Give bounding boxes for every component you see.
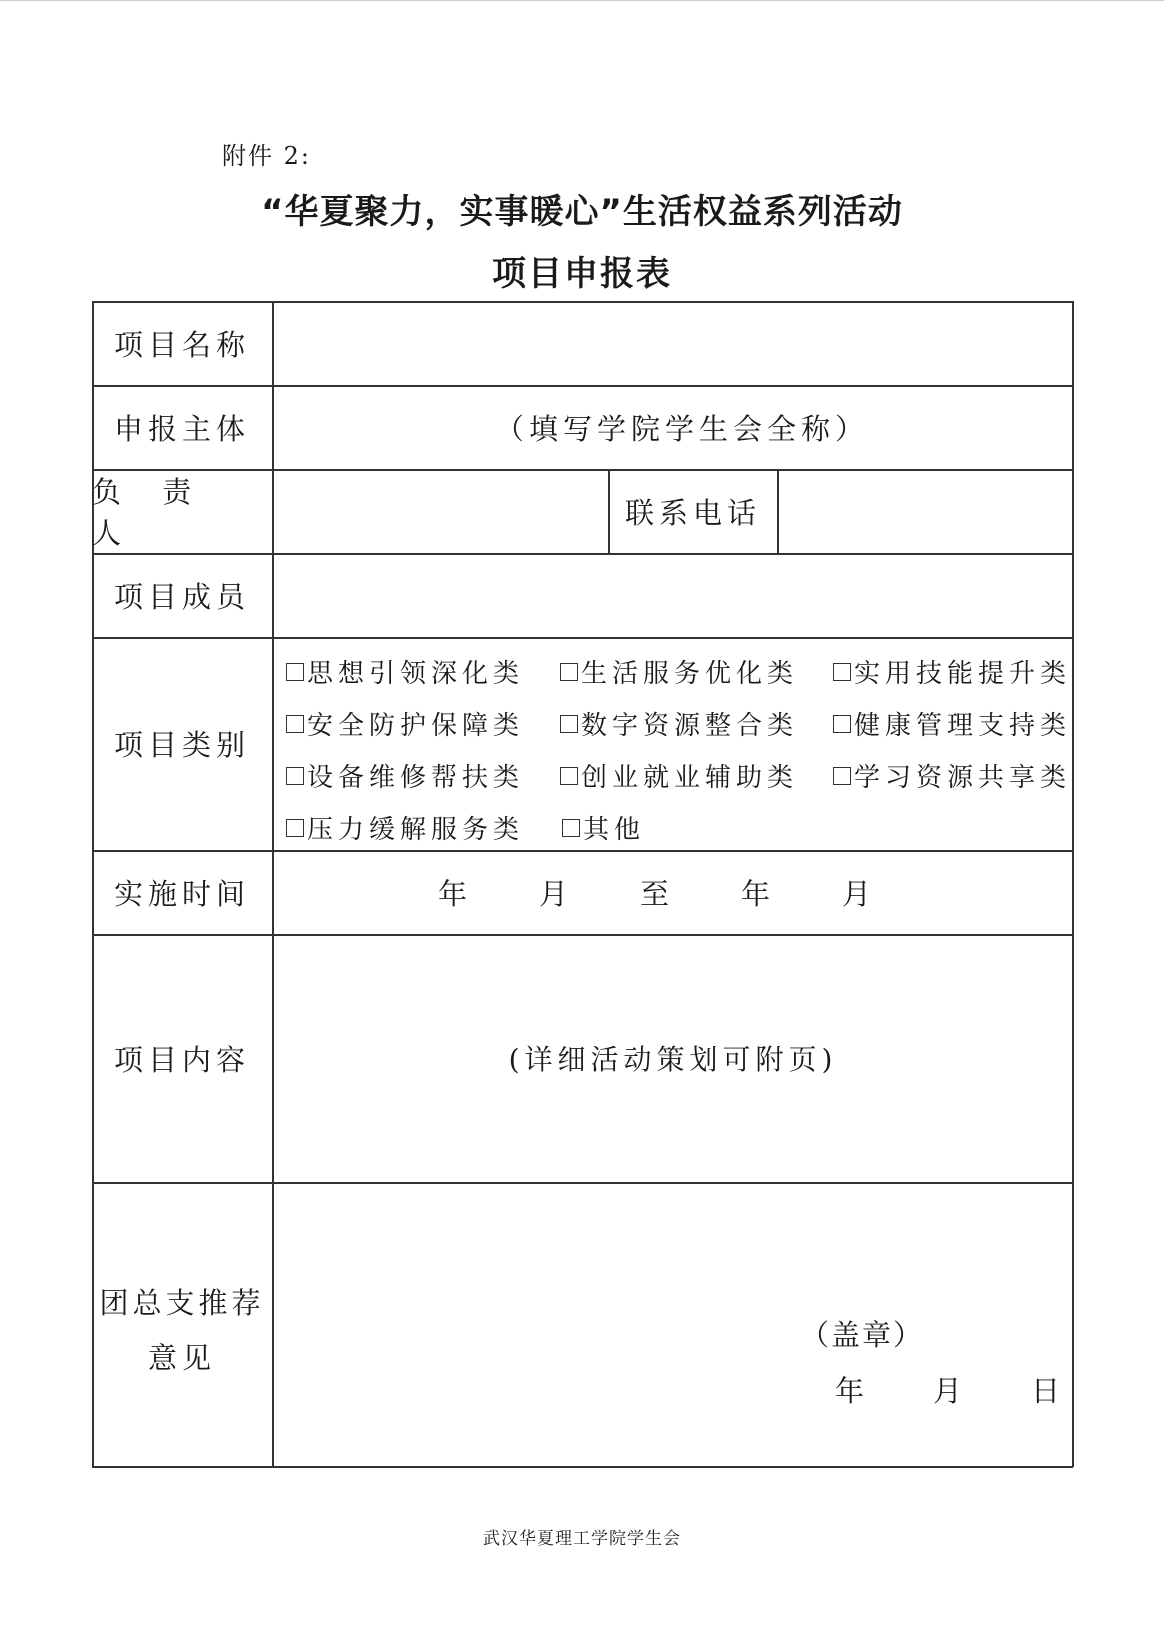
table-border-right [1072, 301, 1074, 1467]
leader-label: 负 责 人 [92, 475, 208, 550]
category-option[interactable]: 生活服务优化类 [560, 653, 798, 690]
checkbox[interactable] [562, 819, 580, 837]
period-start-year[interactable]: 年 [437, 876, 472, 911]
category-label: 项目类别 [113, 728, 250, 762]
category-option[interactable]: 数字资源整合类 [560, 705, 798, 742]
opinion-label-line1: 团总支推荐 [99, 1285, 265, 1320]
category-option[interactable]: 安全防护保障类 [286, 705, 524, 742]
category-option[interactable]: 学习资源共享类 [833, 757, 1071, 794]
opinion-label-line2: 意见 [147, 1340, 216, 1375]
period-to-label: 至 [639, 876, 674, 911]
top-border-line [0, 0, 1164, 1]
table-border-bottom [92, 1466, 1073, 1468]
document-subtitle: 项目申报表 [492, 254, 672, 294]
content-label: 项目内容 [113, 1042, 250, 1077]
project-name-field[interactable] [274, 303, 1070, 384]
category-option[interactable]: 健康管理支持类 [833, 705, 1071, 742]
content-field[interactable]: (详细活动策划可附页) [508, 1043, 838, 1076]
checkbox[interactable] [286, 715, 304, 733]
category-option[interactable]: 压力缓解服务类 [286, 809, 524, 846]
date-day[interactable]: 日 [1030, 1373, 1065, 1408]
checkbox[interactable] [833, 663, 851, 681]
checkbox[interactable] [560, 663, 578, 681]
checkbox[interactable] [286, 663, 304, 681]
category-option[interactable]: 其他 [562, 809, 645, 846]
period-label: 实施时间 [113, 876, 250, 911]
period-end-year[interactable]: 年 [740, 876, 775, 911]
period-end-month[interactable]: 月 [841, 876, 876, 911]
date-month[interactable]: 月 [932, 1373, 967, 1408]
phone-label: 联系电话 [624, 495, 761, 530]
opinion-field[interactable] [274, 1184, 1070, 1465]
period-start-month[interactable]: 月 [538, 876, 573, 911]
category-option[interactable]: 设备维修帮扶类 [286, 757, 524, 794]
checkbox[interactable] [286, 767, 304, 785]
date-year[interactable]: 年 [834, 1373, 869, 1408]
leader-field[interactable] [274, 471, 607, 552]
applicant-label: 申报主体 [113, 411, 250, 446]
members-label: 项目成员 [113, 579, 250, 614]
checkbox[interactable] [833, 715, 851, 733]
application-table [92, 301, 1073, 1467]
footer-organization: 武汉华夏理工学院学生会 [483, 1529, 681, 1549]
category-option[interactable]: 创业就业辅助类 [560, 757, 798, 794]
seal-label: （盖章） [800, 1317, 925, 1352]
checkbox[interactable] [286, 819, 304, 837]
attachment-label: 附件 2: [222, 142, 311, 170]
phone-field[interactable] [779, 471, 1071, 552]
document-title: “华夏聚力，实事暖心”生活权益系列活动 [261, 192, 903, 232]
category-option[interactable]: 思想引领深化类 [286, 653, 524, 690]
project-name-label: 项目名称 [113, 327, 250, 362]
checkbox[interactable] [833, 767, 851, 785]
applicant-field[interactable]: （填写学院学生会全称） [494, 411, 869, 446]
members-field[interactable] [274, 555, 1070, 636]
category-option[interactable]: 实用技能提升类 [833, 653, 1071, 690]
checkbox[interactable] [560, 715, 578, 733]
checkbox[interactable] [560, 767, 578, 785]
